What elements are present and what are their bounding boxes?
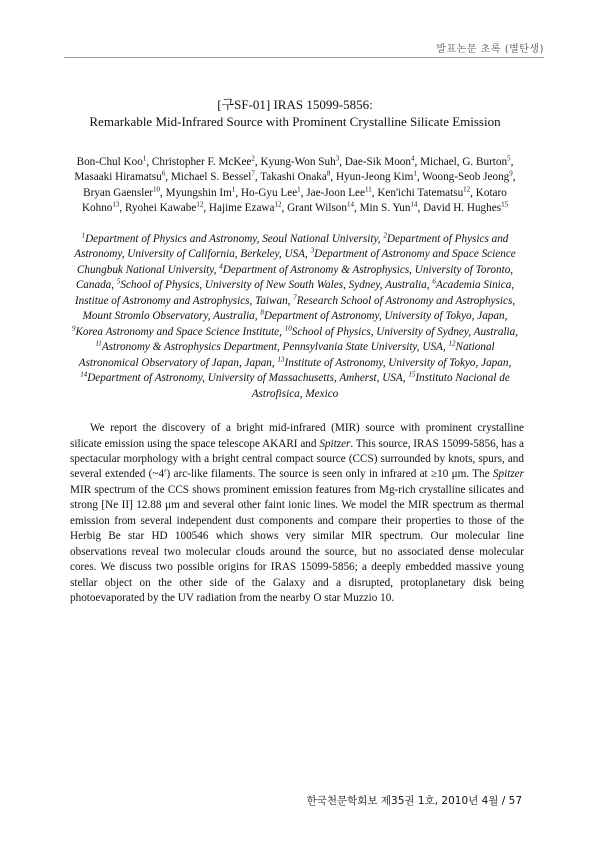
author-separator: , (300, 186, 307, 199)
author-separator: , (470, 186, 476, 199)
author-affiliation-mark: 7 (251, 169, 255, 178)
affiliation-text: Department of Astronomy, University of Tokyo, Japan, (263, 310, 508, 323)
affiliation-mark: 5 (116, 277, 121, 286)
author-separator: , (165, 171, 171, 184)
author-affiliation-mark: 10 (153, 185, 161, 194)
author-affiliation-mark: 12 (196, 200, 204, 209)
author-name: Christopher F. McKee (151, 156, 252, 168)
affiliation-text: Department of Astronomy & Astrophysics, University of Toronto, Canada, (75, 263, 514, 292)
author (423, 202, 508, 214)
author-name: Bryan Gaensler (83, 186, 154, 199)
paper-title (66, 96, 524, 130)
author (74, 171, 170, 183)
author-name: Myungshin Im (165, 186, 232, 199)
affiliation-text: Research School of Astronomy and Astrophysics, Mount Stromlo Observatory, Australia, (82, 294, 516, 323)
affiliation-mark: 1 (81, 230, 86, 239)
author-separator: , (281, 202, 288, 215)
author (241, 187, 306, 199)
author-name: Dae-Sik Moon (344, 156, 411, 168)
author-name: Grant Wilson (287, 202, 347, 215)
affiliation-mark: 9 (71, 323, 76, 332)
author-separator: , (417, 202, 424, 215)
affiliation (117, 279, 432, 291)
author-affiliation-mark: 1 (297, 185, 301, 194)
affiliation-text: School of Physics, University of New South Wales, Sydney, Australia, (120, 279, 433, 292)
affiliation-mark: 8 (260, 308, 264, 317)
author-separator: , (203, 202, 209, 215)
author-affiliation-mark: 3 (335, 154, 340, 163)
author-name: Woong-Seob Jeong (422, 171, 510, 184)
author-affiliation-mark: 12 (274, 200, 282, 209)
author-separator: , (339, 156, 345, 168)
author (125, 202, 209, 214)
author (260, 156, 344, 168)
abstract-page-content (66, 96, 524, 618)
author-separator: , (235, 186, 241, 199)
author (83, 187, 166, 199)
author (360, 202, 423, 214)
author-separator: , (254, 156, 261, 168)
affiliation-text: School of Physics, University of Sydney, Australia, (291, 325, 519, 338)
author-name: Bon-Chul Koo (76, 156, 143, 168)
author (306, 187, 377, 199)
author (336, 171, 422, 183)
author-name: Kyung-Won Suh (260, 156, 336, 168)
author-separator: , (414, 156, 421, 168)
affiliation-mark: 15 (408, 370, 416, 379)
affiliation-mark: 12 (448, 339, 456, 348)
affiliation-mark: 14 (80, 370, 88, 379)
author-name: Ho-Gyu Lee (240, 186, 298, 199)
author (377, 187, 475, 199)
author-separator: , (416, 171, 423, 184)
page-footer: 한국천문학회보 제35권 1호, 2010년 4월 / 57 (306, 795, 522, 807)
author-name: Masaaki Hiramatsu (74, 171, 162, 184)
affiliation-mark: 4 (219, 261, 223, 270)
author-affiliation-mark: 8 (326, 169, 331, 178)
affiliation-text: Department of Physics and Astronomy, Seoul National University, (85, 232, 384, 245)
author-name: Michael S. Bessel (170, 171, 252, 184)
affiliation (81, 230, 384, 245)
author (345, 156, 420, 168)
author-affiliation-mark: 13 (112, 200, 120, 209)
abstract-part-2: . This source, IRAS 15099-5856, has a spectacular morphology with a bright central compact source (CCS) surrounded by knots, spurs, and several extended (~4′) arc-like filaments. The source is seen only in infrared at ≥10 μm. The (70, 437, 524, 481)
affiliation-mark: 3 (310, 246, 315, 255)
affiliation-text: Astronomy & Astrophysics Department, Pennsylvania State University, USA, (101, 341, 449, 354)
author-name: Hyun-Jeong Kim (335, 171, 414, 184)
affiliation-text: National Astronomical Observatory of Japan, Japan, (78, 341, 495, 369)
section-tag: 발표논문 초록 (별탄생) (436, 44, 544, 55)
author-name: Jae-Joon Lee (306, 186, 365, 199)
affiliation-mark: 2 (383, 230, 387, 239)
author (152, 156, 261, 168)
author (422, 171, 515, 183)
author-affiliation-mark: 1 (231, 185, 236, 194)
author-name: Kotaro Kohno (81, 186, 507, 215)
affiliation-mark: 7 (293, 292, 297, 301)
affiliation-text: Academia Sinica, Institue of Astronomy and Astrophysics, Taiwan, (74, 279, 515, 307)
author-separator: , (146, 156, 152, 168)
author-affiliation-mark: 15 (501, 200, 509, 209)
author-affiliation-mark: 12 (463, 185, 471, 194)
author-separator: , (254, 171, 261, 184)
affiliation-mark: 10 (284, 323, 292, 332)
abstract-text (70, 421, 524, 606)
affiliation (71, 323, 285, 338)
affiliation-text: Institute of Astronomy, University of Tokyo, Japan, (284, 356, 512, 369)
affiliation (95, 341, 448, 353)
author-name: David H. Hughes (423, 202, 502, 215)
affiliation (80, 372, 408, 384)
author-list (66, 155, 524, 217)
affiliation-mark: 6 (432, 277, 436, 286)
spitzer-mention-1: Spitzer (319, 437, 351, 450)
title-line-2: Remarkable Mid-Infrared Source with Prominent Crystalline Silicate Emission (89, 114, 501, 129)
affiliation-text: Korea Astronomy and Space Science Institute, (75, 325, 285, 338)
author-affiliation-mark: 6 (161, 169, 166, 178)
author-name: Ryohei Kawabe (125, 202, 197, 215)
affiliation (277, 354, 512, 369)
author-name: Takashi Onaka (260, 171, 327, 184)
author (420, 156, 513, 168)
affiliation-text: Instituto Nacional de Astrofisica, Mexico (251, 372, 510, 400)
header-divider (64, 57, 544, 58)
author (77, 156, 152, 168)
affiliation (260, 310, 507, 322)
author-affiliation-mark: 14 (410, 200, 418, 209)
affiliation-text: Department of Physics and Astronomy, University of California, Berkeley, USA, (74, 232, 509, 261)
author-affiliation-mark: 11 (364, 185, 372, 194)
author (166, 187, 241, 199)
author (171, 171, 260, 183)
author-affiliation-mark: 14 (347, 200, 354, 209)
author (209, 202, 287, 214)
affiliation-mark: 13 (277, 354, 285, 363)
author-separator: , (160, 186, 166, 199)
author (260, 171, 336, 183)
author-affiliation-mark: 1 (142, 154, 147, 163)
spitzer-mention-2: Spitzer (492, 468, 524, 481)
author-separator: , (371, 186, 378, 199)
affiliation-text: Department of Astronomy, University of Massachusetts, Amherst, USA, (87, 372, 409, 385)
author-name: Michael, G. Burton (420, 156, 508, 168)
author-affiliation-mark: 4 (411, 154, 415, 163)
author-separator: , (512, 171, 516, 184)
abstract-part-1: We report the discovery of a bright mid-infrared (MIR) source with prominent crystalline silicate emission using the space telescope AKARI and (70, 422, 524, 450)
author-separator: , (354, 202, 360, 215)
affiliation-text: Department of Astronomy and Space Science Chungbuk National University, (76, 248, 516, 276)
affiliation (284, 323, 519, 338)
affiliation-mark: 11 (95, 339, 102, 348)
author-separator: , (119, 202, 125, 215)
author-affiliation-mark: 9 (509, 169, 513, 178)
abstract-part-3: MIR spectrum of the CCS shows prominent emission features from Mg-rich crystalline silicates and strong [Ne II] 12.88 μm and several other faint ionic lines. We model the MIR spectrum as thermal emission from several independent dust components and compare their properties to those of the Herbig Be star HD 100546 which shows very similar MIR spectrum. Our molecular line observations reveal two molecular clouds around the source, but no associated dense molecular cores. We discuss two possible origins for IRAS 15099-5856; a deeply embedded massive young stellar object on the other side of the Galaxy and a disrupted, protoplanetary disk being photoevaporated by the UV radiation from the nearby O star Muzzio 10. (70, 483, 524, 605)
author-affiliation-mark: 5 (507, 154, 511, 163)
affiliation-list (66, 232, 524, 403)
author-separator: , (330, 171, 336, 184)
author-affiliation-mark: 2 (251, 154, 255, 163)
title-line-1: [구SF-01] IRAS 15099-5856: (217, 97, 373, 112)
author-name: Min S. Yun (359, 202, 411, 215)
author-name: Ken'ichi Tatematsu (377, 186, 464, 199)
author (287, 202, 360, 214)
author-name: Hajime Ezawa (208, 202, 275, 215)
author-affiliation-mark: 1 (413, 169, 417, 178)
author-separator: , (510, 156, 514, 168)
